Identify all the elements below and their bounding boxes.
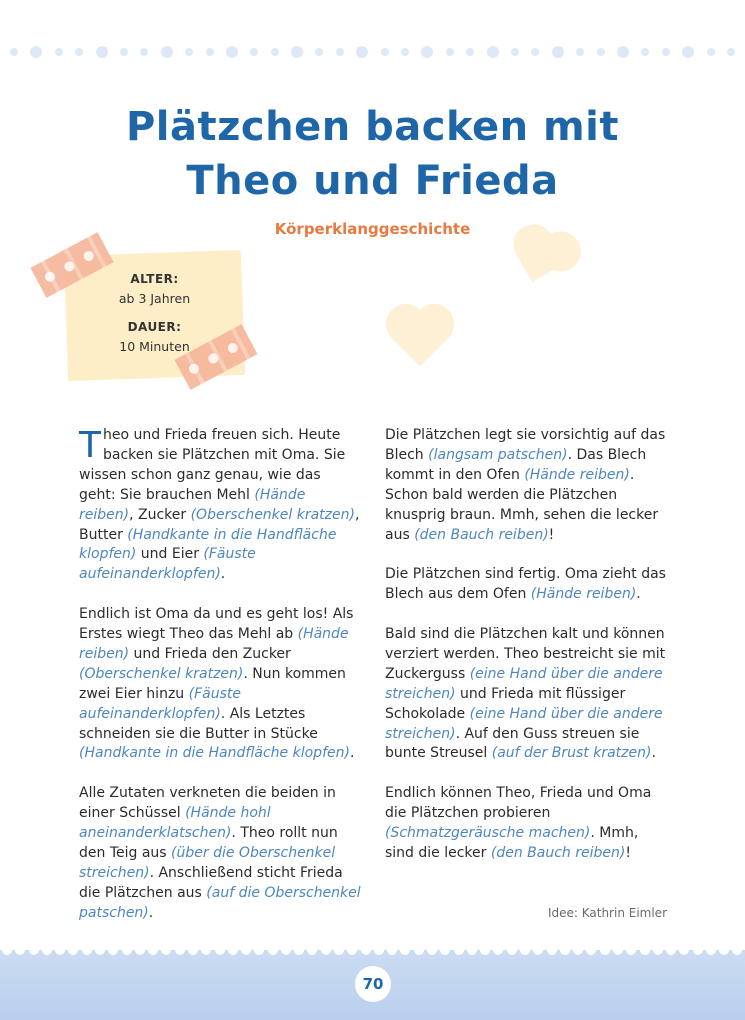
border-dot xyxy=(241,945,251,955)
action-instruction: (über die Oberschenkel streichen) xyxy=(79,845,336,881)
border-dot xyxy=(321,945,331,955)
story-text: . Als Letztes schneiden sie die Butter in Stücke xyxy=(79,705,318,742)
border-dot xyxy=(95,945,105,955)
action-instruction: (Schmatzgeräusche machen) xyxy=(385,825,591,842)
border-dot xyxy=(732,945,742,955)
border-dot xyxy=(188,945,198,955)
title-line-2: Theo und Frieda xyxy=(186,158,559,204)
border-dot xyxy=(2,945,12,955)
border-dot xyxy=(421,46,433,58)
action-instruction: (langsam patschen) xyxy=(428,446,568,463)
border-dot xyxy=(122,945,132,955)
border-dot xyxy=(254,945,264,955)
story-column-left xyxy=(79,426,361,944)
story-text: . xyxy=(636,586,641,603)
page-number: 70 xyxy=(355,966,391,1002)
border-dot xyxy=(446,48,454,56)
border-dot xyxy=(294,945,304,955)
action-instruction: (auf der Brust kratzen) xyxy=(491,745,652,762)
story-text: und Frieda den Zucker xyxy=(129,645,291,662)
action-instruction: (Fäuste aufeinanderklopfen) xyxy=(79,685,241,722)
border-dot xyxy=(161,945,171,955)
border-dot xyxy=(75,48,83,56)
story-text: Endlich können Theo, Frieda und Oma die Plätzchen probieren xyxy=(385,785,652,822)
border-dot xyxy=(576,48,584,56)
border-dot xyxy=(315,48,323,56)
story-text: . Schon bald werden die Plätzchen knusprig braun. Mmh, sehen die lecker aus xyxy=(385,466,659,543)
story-text: . Mmh, sind die lecker xyxy=(385,825,639,861)
border-dot xyxy=(400,945,410,955)
border-dot xyxy=(140,48,148,56)
border-dot xyxy=(42,945,52,955)
border-dot xyxy=(307,945,317,955)
story-text: . Nun kommen zwei Eier hinzu xyxy=(79,665,346,702)
story-text: . Theo rollt nun den Teig aus xyxy=(79,825,338,861)
story-text: ! xyxy=(548,526,555,543)
story-text: und Frieda mit flüssiger Schokolade xyxy=(385,685,626,722)
story-text: , Zucker xyxy=(129,506,191,523)
footer-dot-border xyxy=(0,945,745,955)
border-dot xyxy=(597,48,605,56)
action-instruction: (den Bauch reiben) xyxy=(490,844,626,861)
duration-value: 10 Minuten xyxy=(119,339,190,354)
story-text: . xyxy=(148,904,154,921)
border-dot xyxy=(108,945,118,955)
border-dot xyxy=(547,945,557,955)
action-instruction: (Hände hohl aneinanderklatschen) xyxy=(79,805,271,842)
action-instruction: (Handkante in die Handfläche klopfen) xyxy=(79,526,337,563)
border-dot xyxy=(427,945,437,955)
border-dot xyxy=(613,945,623,955)
border-dot xyxy=(228,945,238,955)
border-dot xyxy=(719,945,729,955)
story-text: Endlich ist Oma da und es geht los! Als Erstes wiegt Theo das Mehl ab xyxy=(79,606,354,643)
story-paragraph xyxy=(79,426,361,585)
border-dot xyxy=(55,48,63,56)
title-line-1: Plätzchen backen mit xyxy=(125,104,620,150)
border-dot xyxy=(531,48,539,56)
story-text: und Eier xyxy=(136,546,204,563)
action-instruction: (Hände reiben) xyxy=(530,586,637,603)
border-dot xyxy=(707,48,715,56)
story-paragraph xyxy=(79,784,361,923)
story-text: . xyxy=(651,745,656,762)
border-dot xyxy=(206,48,214,56)
drop-cap: T xyxy=(79,425,101,466)
border-dot xyxy=(55,945,65,955)
border-dot xyxy=(693,945,703,955)
age-value: ab 3 Jahren xyxy=(118,291,191,306)
story-paragraph xyxy=(79,605,361,764)
border-dot xyxy=(82,945,92,955)
page-title xyxy=(0,100,745,208)
border-dot xyxy=(361,945,371,955)
border-dot xyxy=(706,945,716,955)
border-dot xyxy=(68,945,78,955)
border-dot xyxy=(356,46,368,58)
action-instruction: (Oberschenkel kratzen) xyxy=(190,506,355,523)
action-instruction: (Hände reiben) xyxy=(79,486,306,523)
border-dot xyxy=(560,945,570,955)
border-dot xyxy=(440,945,450,955)
border-dot xyxy=(401,48,409,56)
heart-decoration-left xyxy=(392,310,449,367)
story-text: Bald sind die Plätzchen kalt und können verziert werden. Theo bestreicht sie mit Zuckerguss xyxy=(385,626,666,682)
border-dot xyxy=(148,945,158,955)
border-dot xyxy=(662,48,670,56)
info-card-content xyxy=(66,268,243,368)
story-text: Alle Zutaten verkneten die beiden in einer Schüssel xyxy=(79,785,336,822)
border-dot xyxy=(161,46,173,58)
border-dot xyxy=(387,945,397,955)
border-dot xyxy=(381,48,389,56)
story-paragraph xyxy=(385,426,667,545)
border-dot xyxy=(641,48,649,56)
border-dot xyxy=(600,945,610,955)
border-dot xyxy=(626,945,636,955)
story-text: . Das Blech kommt in den Ofen xyxy=(385,446,647,483)
action-instruction: (Oberschenkel kratzen) xyxy=(79,665,244,682)
border-dot xyxy=(374,945,384,955)
border-dot xyxy=(281,945,291,955)
heart-decoration-right xyxy=(516,238,560,282)
border-dot xyxy=(586,945,596,955)
border-dot xyxy=(414,945,424,955)
story-text: . Anschließend sticht Frieda die Plätzchen aus xyxy=(79,864,343,901)
action-instruction: (den Bauch reiben) xyxy=(414,526,549,543)
border-dot xyxy=(347,945,357,955)
story-paragraph xyxy=(385,625,667,764)
border-dot xyxy=(215,945,225,955)
page-subtitle: Körperklanggeschichte xyxy=(274,220,471,238)
border-dot xyxy=(29,945,39,955)
border-dot xyxy=(15,945,25,955)
border-dot xyxy=(640,945,650,955)
border-dot xyxy=(507,945,517,955)
border-dot xyxy=(520,945,530,955)
border-dot xyxy=(466,48,474,56)
border-dot xyxy=(250,48,258,56)
story-text: Die Plätzchen legt sie vorsichtig auf das Blech xyxy=(385,427,666,463)
border-dot xyxy=(175,945,185,955)
border-dot xyxy=(201,945,211,955)
story-text: ! xyxy=(625,844,631,861)
border-dot xyxy=(533,945,543,955)
story-text: . xyxy=(349,745,355,762)
border-dot xyxy=(653,945,663,955)
border-dot xyxy=(727,48,735,56)
border-dot xyxy=(291,46,303,58)
border-dot xyxy=(454,945,464,955)
border-dot xyxy=(666,945,676,955)
border-dot xyxy=(135,945,145,955)
border-dot xyxy=(467,945,477,955)
border-dot xyxy=(120,48,128,56)
border-dot xyxy=(96,46,108,58)
border-dot xyxy=(493,945,503,955)
story-text: . Auf den Guss streuen sie bunte Streusel xyxy=(385,725,640,762)
border-dot xyxy=(487,46,499,58)
story-text: heo und Frieda freuen sich. Heute backen sie Plätzchen mit Oma. Sie wissen schon ganz genau, wie das geht: Sie brauchen Mehl xyxy=(79,427,346,503)
border-dot xyxy=(682,46,694,58)
action-instruction: (Handkante in die Handfläche klopfen) xyxy=(79,745,350,762)
border-dot xyxy=(336,48,344,56)
story-paragraph xyxy=(385,565,667,605)
story-text: . xyxy=(220,566,226,583)
story-column-right xyxy=(385,426,667,884)
action-instruction: (Hände reiben) xyxy=(79,626,349,662)
border-dot xyxy=(573,945,583,955)
story-paragraph xyxy=(385,784,667,864)
credit-line: Idee: Kathrin Eimler xyxy=(547,906,667,920)
border-dot xyxy=(10,48,18,56)
age-label: ALTER: xyxy=(130,272,179,286)
duration-label: DAUER: xyxy=(127,320,182,334)
border-dot xyxy=(511,48,519,56)
border-dot xyxy=(271,48,279,56)
border-dot xyxy=(268,945,278,955)
action-instruction: (Hände reiben) xyxy=(524,466,630,483)
action-instruction: (Fäuste aufeinanderklopfen) xyxy=(79,546,256,583)
border-dot xyxy=(480,945,490,955)
action-instruction: (eine Hand über die andere streichen) xyxy=(385,705,663,742)
border-dot xyxy=(226,46,238,58)
border-dot xyxy=(185,48,193,56)
border-dot xyxy=(679,945,689,955)
border-dot xyxy=(617,46,629,58)
border-dot xyxy=(552,46,564,58)
action-instruction: (auf die Oberschenkel patschen) xyxy=(79,884,361,921)
border-dot xyxy=(30,46,42,58)
action-instruction: (eine Hand über die andere streichen) xyxy=(385,665,663,702)
border-dot xyxy=(334,945,344,955)
story-text: , Butter xyxy=(79,506,360,543)
story-text: Die Plätzchen sind fertig. Oma zieht das Blech aus dem Ofen xyxy=(385,566,666,603)
top-dot-border xyxy=(10,42,735,62)
